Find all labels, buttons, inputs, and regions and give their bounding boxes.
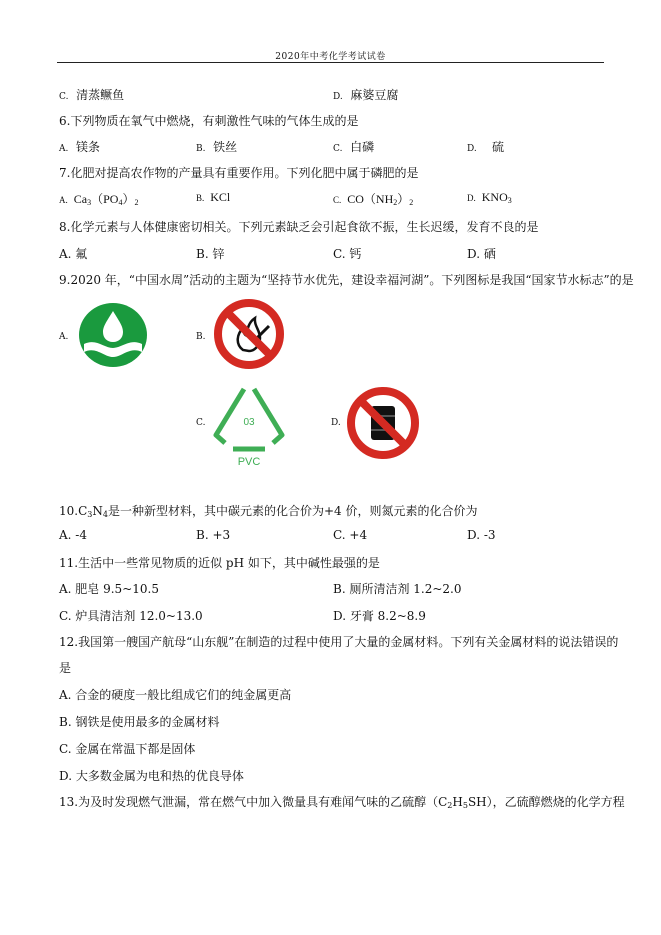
q12-option-b: B. 钢铁是使用最多的金属材料 [59, 715, 220, 729]
q12-option-d: D. 大多数金属为电和热的优良导体 [59, 769, 244, 783]
q8-option-b: B. 锌 [196, 247, 225, 261]
recycle-label: PVC [237, 456, 261, 468]
q12-stem-line2: 是 [59, 661, 72, 675]
q8-stem: 8.化学元素与人体健康密切相关。下列元素缺乏会引起食欲不振，生长迟缓，发育不良的是 [59, 220, 539, 234]
q5-option-d: D. 麻婆豆腐 [333, 88, 399, 102]
q9-option-a-label: A. [59, 332, 69, 342]
q7-option-c: C. $CO(NH_2)_2$ [333, 192, 414, 207]
no-fire-icon [213, 298, 285, 370]
q9-option-d-label: D. [331, 418, 341, 428]
q10-option-d: D. -3 [467, 528, 496, 542]
q5-option-c: C. 清蒸鳜鱼 [59, 88, 125, 102]
q11-option-b: B. 厕所清洁剂 1.2~2.0 [333, 582, 462, 596]
q8-option-a: A. 氟 [59, 247, 88, 261]
page-header: 2020年中考化学考试试卷 [275, 52, 386, 62]
q12-option-c: C. 金属在常温下都是固体 [59, 742, 196, 756]
q9-option-b-label: B. [196, 332, 206, 342]
q11-option-d: D. 牙膏 8.2~8.9 [333, 609, 426, 623]
q7-stem: 7.化肥对提高农作物的产量具有重要作用。下列化肥中属于磷肥的是 [59, 166, 419, 180]
q11-option-a: A. 肥皂 9.5~10.5 [59, 582, 159, 596]
q13-stem: 13.为及时发现燃气泄漏，常在燃气中加入微量具有难闻气味的乙硫醇$(C_2H_5SH)$，乙硫醇燃烧的化学方程 [59, 795, 625, 810]
q7-option-a: A. $Ca_3(PO_4)_2$ [59, 192, 139, 207]
recycle-code: 03 [243, 417, 255, 428]
q6-option-d: D. 硫 [467, 140, 505, 154]
q7-option-d: D. $KNO_3$ [467, 190, 512, 205]
q10-stem: $10.C_3N_4$是一种新型材料，其中碳元素的化合价为+4 价，则氮元素的化合价为 [59, 504, 478, 519]
q10-option-a: A. -4 [59, 528, 87, 542]
q9-option-c-label: C. [196, 418, 206, 428]
q11-stem: 11.生活中一些常见物质的近似 pH 如下，其中碱性最强的是 [59, 556, 380, 570]
recycle-icon [211, 383, 287, 471]
water-saving-icon [78, 302, 148, 368]
header-rule [57, 62, 604, 63]
no-barrel-icon [346, 386, 420, 460]
q6-option-b: B. 铁丝 [196, 140, 238, 154]
q8-option-c: C. 钙 [333, 247, 362, 261]
q11-option-c: C. 炉具清洁剂 12.0~13.0 [59, 609, 203, 623]
q6-option-a: A. 镁条 [59, 140, 101, 154]
q12-stem-line1: 12.我国第一艘国产航母“山东舰”在制造的过程中使用了大量的金属材料。下列有关金属材料的说法错误的 [59, 635, 619, 649]
q6-stem: 6.下列物质在氧气中燃烧，有刺激性气味的气体生成的是 [59, 114, 359, 128]
q10-option-b: B. +3 [196, 528, 231, 542]
q6-option-c: C. 白磷 [333, 140, 375, 154]
q8-option-d: D. 硒 [467, 247, 496, 261]
q9-stem: 9.2020 年，“中国水周”活动的主题为“坚持节水优先，建设幸福河湖”。下列图标是我国“国家节水标志”的是 [59, 273, 634, 287]
q12-option-a: A. 合金的硬度一般比组成它们的纯金属更高 [59, 688, 292, 702]
q7-option-b: B. KCl [196, 190, 231, 204]
q10-option-c: C. +4 [333, 528, 368, 542]
